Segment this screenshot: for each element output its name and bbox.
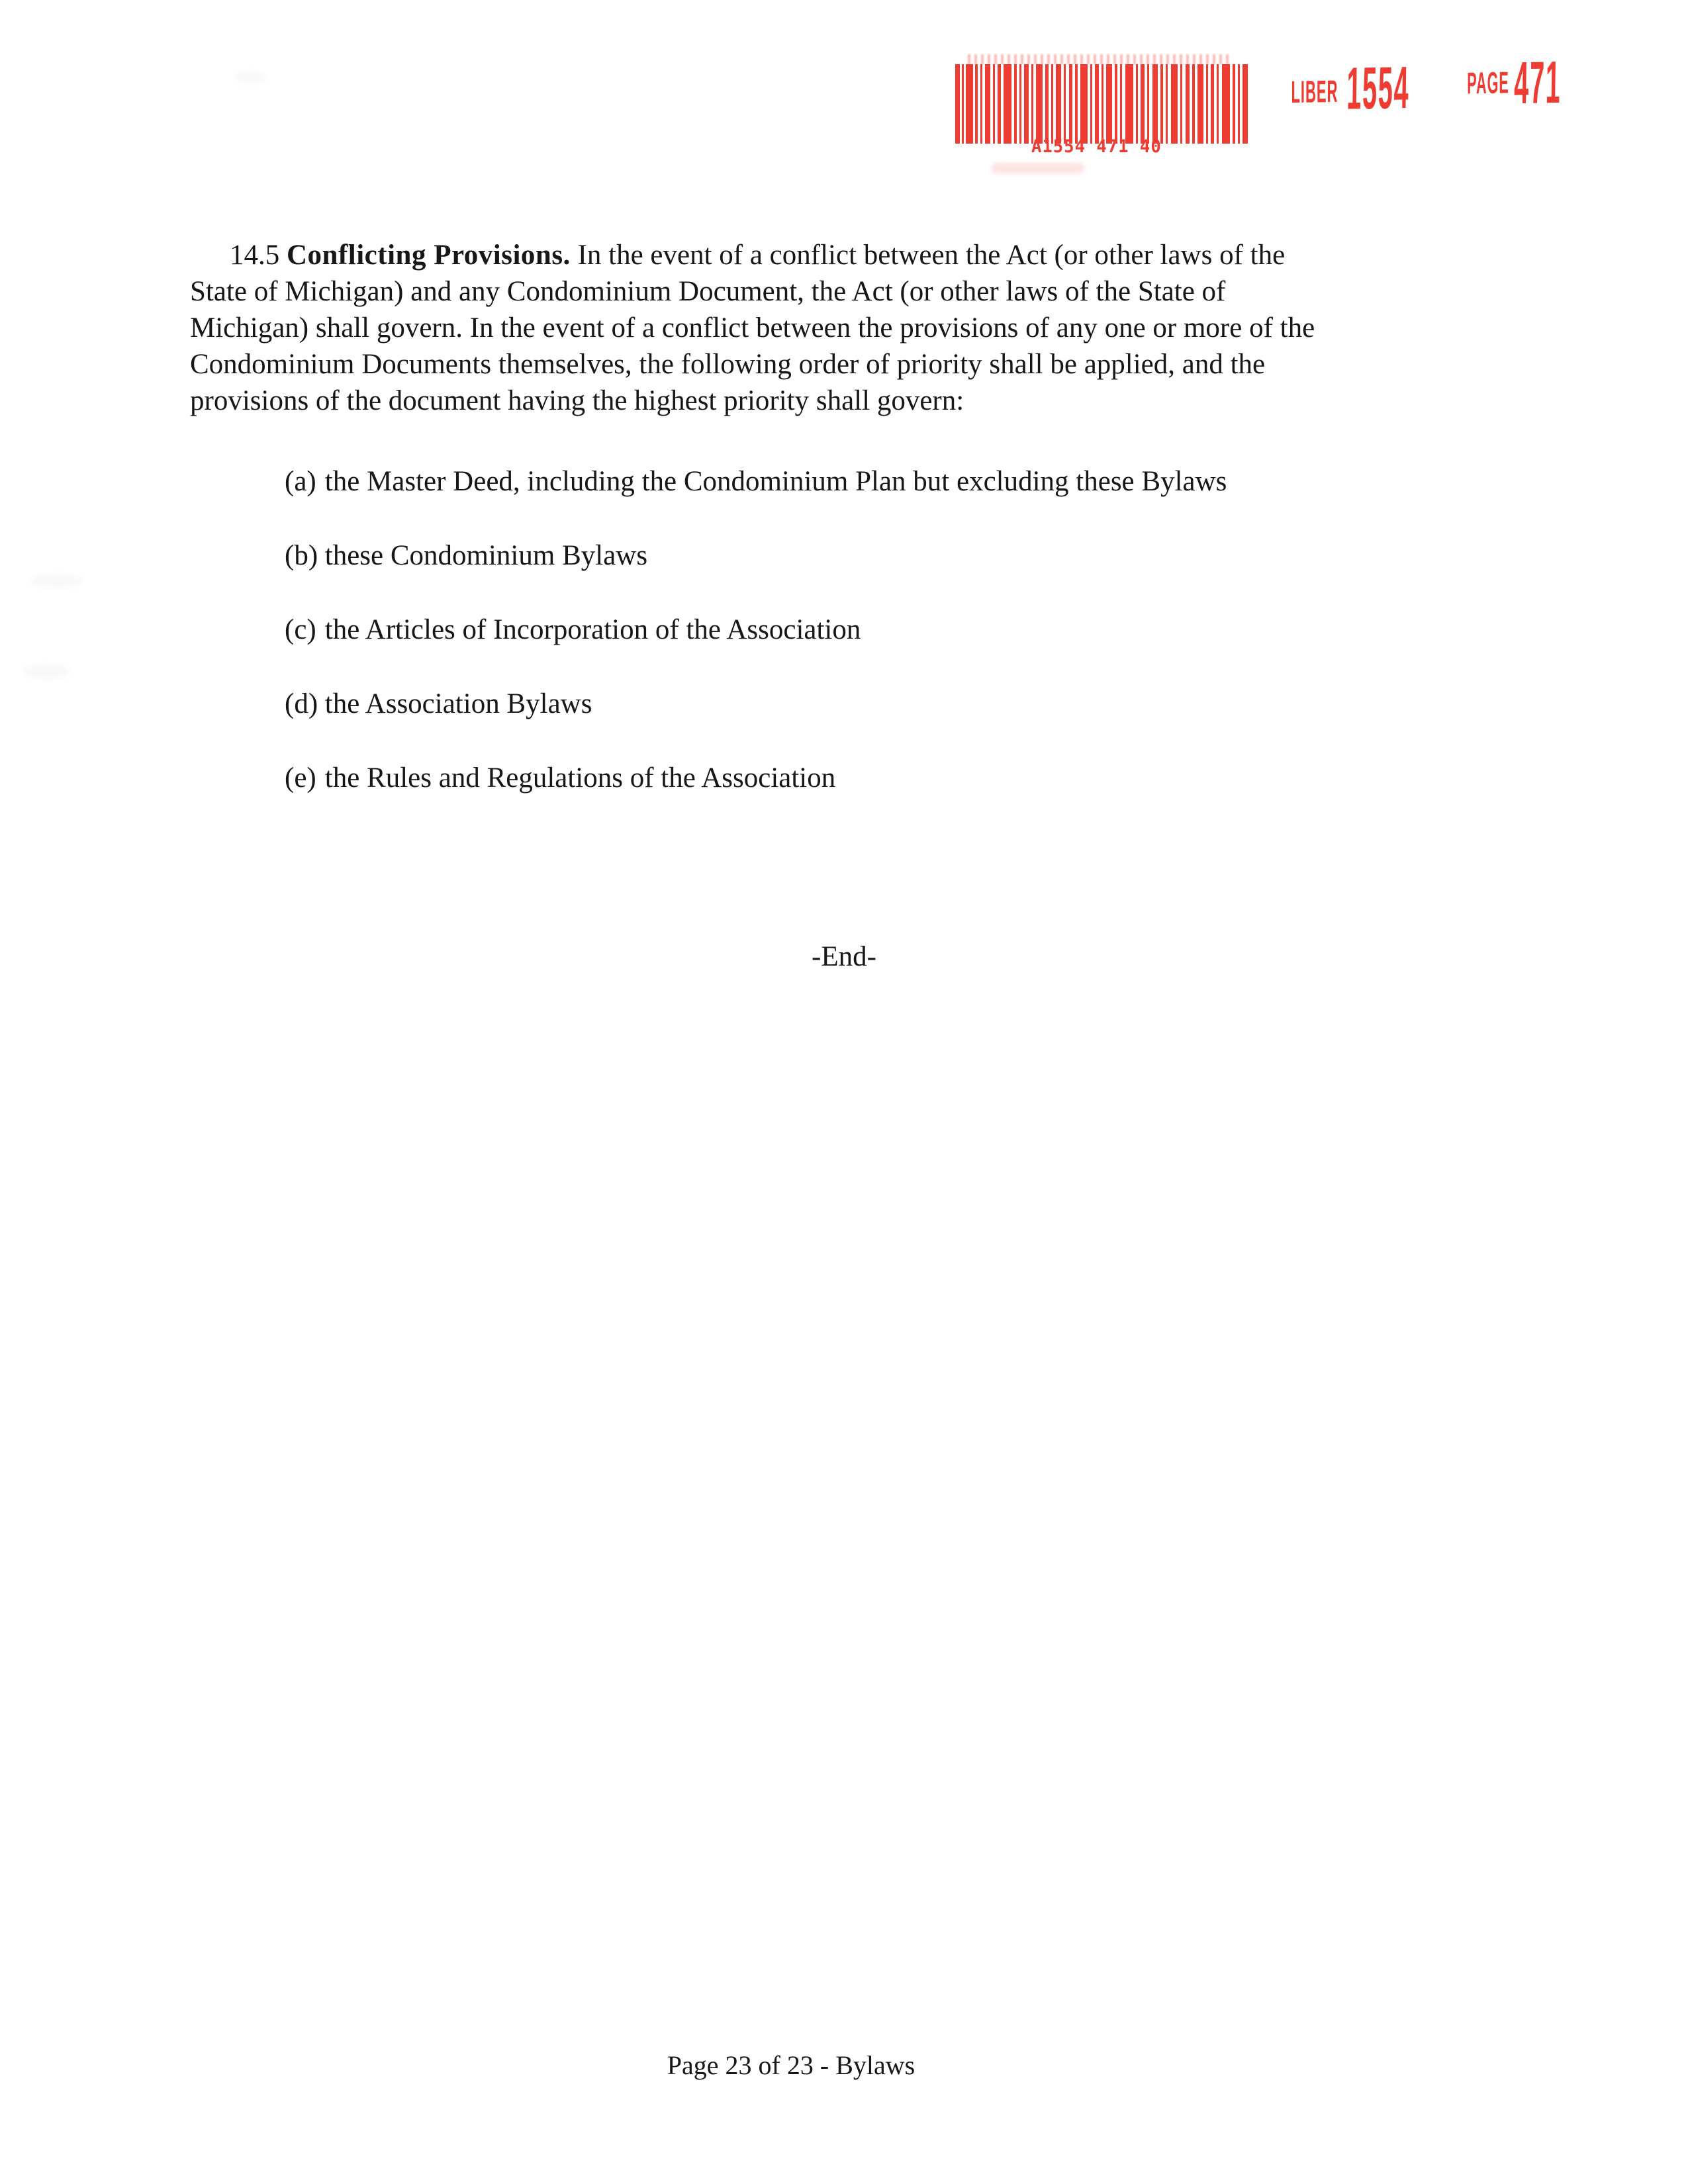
list-item-label: (b): [285, 540, 318, 571]
stamp-ink-smudge: [992, 163, 1084, 173]
list-item: [285, 537, 1227, 574]
list-item-label: (d): [285, 688, 318, 719]
paragraph-line: Condominium Documents themselves, the following order of priority shall be applied, and the: [190, 349, 1266, 380]
list-item-text: these Condominium Bylaws: [324, 540, 648, 571]
barcode-caption: A1554 471 40: [1031, 136, 1162, 157]
section-title: Conflicting Provisions.: [287, 240, 571, 271]
list-item-text: the Association Bylaws: [324, 688, 592, 719]
list-item-label: (c): [285, 614, 316, 645]
paragraph-line: provisions of the document having the highest priority shall govern:: [190, 385, 964, 416]
liber-label: LIBER: [1291, 73, 1338, 110]
paragraph-line: Michigan) shall govern. In the event of a conflict between the provisions of any one or more of the: [190, 312, 1315, 343]
paragraph-line: State of Michigan) and any Condominium Document, the Act (or other laws of the State of: [190, 276, 1226, 307]
page-footer: Page 23 of 23 - Bylaws: [667, 2050, 915, 2080]
scan-smudge: [30, 574, 83, 588]
list-item: [285, 760, 1227, 796]
paragraph-line: [190, 237, 1514, 273]
list-item: [285, 612, 1227, 648]
paragraph-text: In the event of a conflict between the Act (or other laws of the: [577, 240, 1286, 271]
list-item-text: the Rules and Regulations of the Association: [324, 762, 836, 794]
section-number: 14.5: [230, 240, 280, 271]
stamp-labels: [0, 0, 1688, 167]
list-item: [285, 686, 1227, 722]
page-number: 471: [1513, 49, 1562, 117]
priority-list: [285, 463, 1227, 834]
list-item-text: the Master Deed, including the Condominium Plan but excluding these Bylaws: [324, 466, 1227, 497]
scan-smudge: [235, 71, 265, 83]
section-paragraph: [190, 237, 1514, 419]
end-marker: -End-: [812, 941, 876, 972]
list-item-label: (e): [285, 762, 316, 794]
page-label: PAGE: [1467, 65, 1509, 101]
list-item-text: the Articles of Incorporation of the Association: [324, 614, 861, 645]
recorder-stamp: [0, 0, 1688, 199]
list-item-label: (a): [285, 466, 316, 497]
scan-smudge: [23, 664, 70, 679]
list-item: [285, 463, 1227, 500]
liber-number: 1554: [1346, 54, 1411, 122]
